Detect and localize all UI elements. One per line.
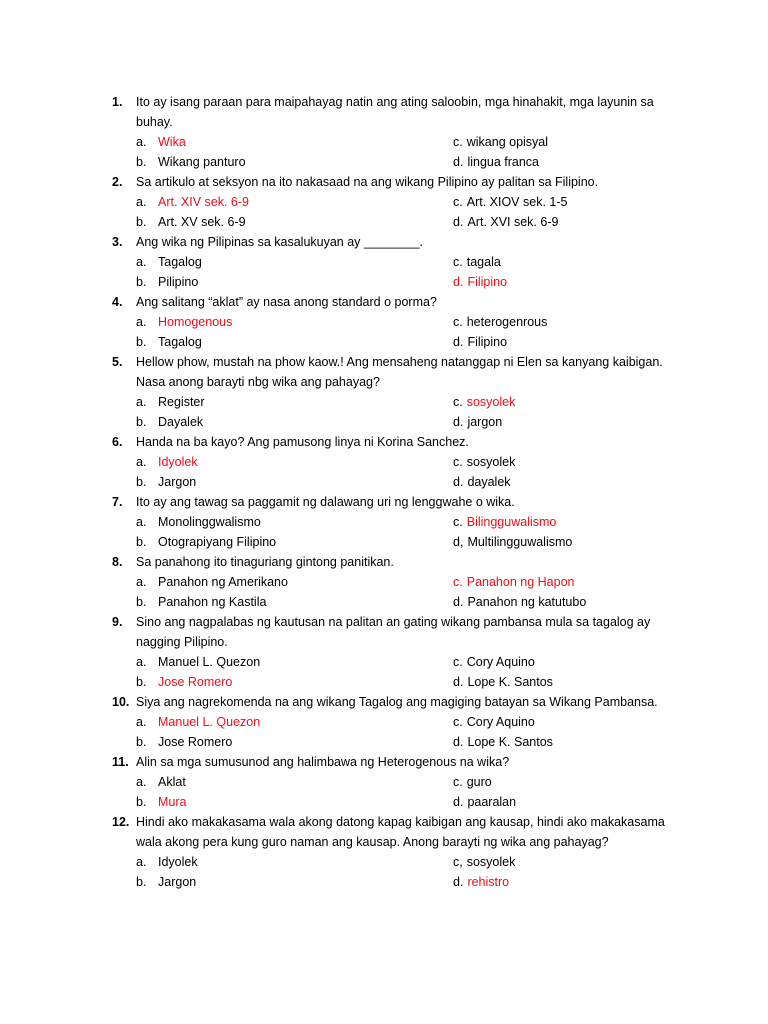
- question-item: [112, 492, 682, 552]
- question-item: [112, 92, 682, 172]
- option-text: sosyolek: [466, 855, 516, 869]
- answer-option: [112, 712, 453, 732]
- option-letter: d.: [453, 215, 464, 229]
- option-letter: c.: [453, 655, 463, 669]
- answer-option: [453, 212, 682, 232]
- question-item: [112, 812, 682, 892]
- correct-answer-text: Jose Romero: [158, 675, 233, 689]
- option-row: [112, 412, 682, 432]
- answer-option: [112, 772, 453, 792]
- option-letter: c.: [453, 255, 463, 269]
- option-letter: b.: [136, 675, 147, 689]
- question-item: [112, 172, 682, 232]
- option-text: Panahon ng Amerikano: [158, 575, 288, 589]
- option-row: [112, 452, 682, 472]
- correct-answer-text: Homogenous: [158, 315, 233, 329]
- answer-option: [453, 452, 682, 472]
- question-number: 10.: [112, 695, 130, 709]
- option-text: Cory Aquino: [466, 715, 535, 729]
- option-letter: c.: [453, 195, 463, 209]
- question-item: [112, 432, 682, 492]
- answer-option: [112, 532, 453, 552]
- option-letter: b.: [136, 335, 147, 349]
- answer-option: [453, 772, 682, 792]
- option-row: [112, 672, 682, 692]
- answer-option: [112, 872, 453, 892]
- option-row: [112, 332, 682, 352]
- answer-option: [453, 412, 682, 432]
- question-line: [112, 552, 682, 572]
- option-row: [112, 152, 682, 172]
- option-row: [112, 872, 682, 892]
- question-line: [112, 232, 682, 252]
- option-letter: c.: [453, 515, 463, 529]
- correct-answer-text: rehistro: [467, 875, 510, 889]
- question-number: 4.: [112, 295, 123, 309]
- correct-answer-text: Panahon ng Hapon: [466, 575, 575, 589]
- answer-option: [453, 192, 682, 212]
- option-row: [112, 852, 682, 872]
- option-letter: a.: [136, 515, 147, 529]
- answer-option: [112, 312, 453, 332]
- option-letter: a.: [136, 395, 147, 409]
- option-letter: b.: [136, 595, 147, 609]
- option-text: Jargon: [158, 475, 197, 489]
- question-number: 11.: [112, 755, 129, 769]
- option-text: jargon: [467, 415, 503, 429]
- option-letter: d.: [453, 735, 464, 749]
- option-text: Idyolek: [158, 855, 198, 869]
- option-text: Cory Aquino: [466, 655, 535, 669]
- question-text: Hindi ako makakasama wala akong datong kapag kaibigan ang kausap, hindi ako makakasama wala akong pera kung guro naman ang kausap. Anong barayti ng wika ang pahayag?: [136, 815, 665, 849]
- option-row: [112, 212, 682, 232]
- option-text: Filipino: [467, 335, 508, 349]
- option-letter: c,: [453, 855, 463, 869]
- correct-answer-text: Wika: [158, 135, 186, 149]
- option-text: Tagalog: [158, 335, 202, 349]
- option-text: Manuel L. Quezon: [158, 655, 261, 669]
- question-line: [112, 612, 682, 652]
- question-line: [112, 92, 682, 132]
- option-letter: a.: [136, 855, 147, 869]
- option-letter: d.: [453, 275, 464, 289]
- option-row: [112, 652, 682, 672]
- option-letter: b.: [136, 475, 147, 489]
- question-number: 6.: [112, 435, 123, 449]
- answer-option: [112, 732, 453, 752]
- option-letter: a.: [136, 655, 147, 669]
- question-item: [112, 292, 682, 352]
- question-item: [112, 232, 682, 292]
- question-text: Sa artikulo at seksyon na ito nakasaad na ang wikang Pilipino ay palitan sa Filipino.: [136, 175, 599, 189]
- answer-option: [453, 532, 682, 552]
- question-line: [112, 352, 682, 392]
- question-line: [112, 812, 682, 852]
- answer-option: [453, 132, 682, 152]
- option-letter: d.: [453, 795, 464, 809]
- correct-answer-text: Bilingguwalismo: [466, 515, 557, 529]
- option-letter: d.: [453, 415, 464, 429]
- question-item: [112, 612, 682, 692]
- question-number: 12.: [112, 815, 130, 829]
- option-text: Tagalog: [158, 255, 202, 269]
- question-text: Sino ang nagpalabas ng kautusan na palitan an gating wikang pambansa mula sa tagalog ay nagging Pilipino.: [136, 615, 651, 649]
- answer-option: [112, 672, 453, 692]
- option-text: Dayalek: [158, 415, 204, 429]
- answer-option: [453, 272, 682, 292]
- answer-option: [453, 152, 682, 172]
- answer-option: [453, 472, 682, 492]
- answer-option: [453, 792, 682, 812]
- answer-option: [112, 792, 453, 812]
- question-line: [112, 432, 682, 452]
- correct-answer-text: Art. XIV sek. 6-9: [158, 195, 250, 209]
- answer-option: [112, 472, 453, 492]
- question-list: [112, 92, 682, 892]
- question-line: [112, 492, 682, 512]
- option-row: [112, 472, 682, 492]
- answer-option: [453, 252, 682, 272]
- option-text: Lope K. Santos: [467, 675, 553, 689]
- correct-answer-text: Idyolek: [158, 455, 198, 469]
- answer-option: [453, 872, 682, 892]
- option-row: [112, 312, 682, 332]
- option-text: wikang opisyal: [466, 135, 549, 149]
- question-line: [112, 692, 682, 712]
- option-text: Monolinggwalismo: [158, 515, 261, 529]
- question-line: [112, 292, 682, 312]
- question-text: Ang salitang “aklat” ay nasa anong standard o porma?: [136, 295, 437, 309]
- correct-answer-text: Mura: [158, 795, 187, 809]
- option-letter: a.: [136, 575, 147, 589]
- option-letter: b.: [136, 795, 147, 809]
- answer-option: [112, 852, 453, 872]
- correct-answer-text: sosyolek: [466, 395, 516, 409]
- option-text: Jose Romero: [158, 735, 233, 749]
- option-letter: b.: [136, 215, 147, 229]
- option-text: Multilingguwalismo: [467, 535, 573, 549]
- answer-option: [112, 412, 453, 432]
- option-letter: c.: [453, 715, 463, 729]
- question-text: Alin sa mga sumusunod ang halimbawa ng Heterogenous na wika?: [136, 755, 510, 769]
- option-letter: c.: [453, 135, 463, 149]
- option-text: Art. XVI sek. 6-9: [467, 215, 559, 229]
- answer-option: [453, 852, 682, 872]
- question-text: Ito ay isang paraan para maipahayag natin ang ating saloobin, mga hinahakit, mga layunin sa buhay.: [136, 95, 654, 129]
- option-row: [112, 792, 682, 812]
- option-letter: a.: [136, 715, 147, 729]
- option-row: [112, 392, 682, 412]
- option-letter: d.: [453, 335, 464, 349]
- option-letter: a.: [136, 135, 147, 149]
- option-letter: a.: [136, 315, 147, 329]
- option-letter: d.: [453, 155, 464, 169]
- option-text: paaralan: [467, 795, 517, 809]
- option-text: Art. XV sek. 6-9: [158, 215, 246, 229]
- option-row: [112, 532, 682, 552]
- answer-option: [453, 332, 682, 352]
- option-letter: c.: [453, 455, 463, 469]
- option-letter: c.: [453, 315, 463, 329]
- option-text: Jargon: [158, 875, 197, 889]
- answer-option: [112, 452, 453, 472]
- option-text: dayalek: [467, 475, 511, 489]
- answer-option: [112, 512, 453, 532]
- option-text: Art. XIOV sek. 1-5: [466, 195, 568, 209]
- option-letter: b.: [136, 535, 147, 549]
- option-letter: b.: [136, 735, 147, 749]
- question-number: 9.: [112, 615, 123, 629]
- correct-answer-text: Manuel L. Quezon: [158, 715, 261, 729]
- option-row: [112, 512, 682, 532]
- answer-option: [453, 652, 682, 672]
- option-row: [112, 272, 682, 292]
- question-text: Ang wika ng Pilipinas sa kasalukuyan ay ________.: [136, 235, 423, 249]
- option-text: tagala: [466, 255, 501, 269]
- option-text: Aklat: [158, 775, 186, 789]
- option-row: [112, 772, 682, 792]
- option-row: [112, 732, 682, 752]
- question-text: Handa na ba kayo? Ang pamusong linya ni Korina Sanchez.: [136, 435, 469, 449]
- option-letter: b.: [136, 275, 147, 289]
- option-letter: b.: [136, 155, 147, 169]
- option-letter: a.: [136, 455, 147, 469]
- question-line: [112, 752, 682, 772]
- answer-option: [112, 212, 453, 232]
- option-text: Panahon ng Kastila: [158, 595, 267, 609]
- answer-option: [112, 132, 453, 152]
- option-letter: c.: [453, 395, 463, 409]
- answer-option: [112, 592, 453, 612]
- option-letter: d,: [453, 535, 464, 549]
- question-item: [112, 552, 682, 612]
- option-text: Register: [158, 395, 205, 409]
- option-text: Panahon ng katutubo: [467, 595, 587, 609]
- question-item: [112, 352, 682, 432]
- answer-option: [112, 192, 453, 212]
- question-text: Ito ay ang tawag sa paggamit ng dalawang uri ng lenggwahe o wika.: [136, 495, 515, 509]
- question-number: 3.: [112, 235, 123, 249]
- option-letter: a.: [136, 775, 147, 789]
- answer-option: [453, 672, 682, 692]
- option-text: heterogenrous: [466, 315, 548, 329]
- answer-option: [453, 572, 682, 592]
- question-number: 2.: [112, 175, 123, 189]
- correct-answer-text: Filipino: [467, 275, 508, 289]
- question-item: [112, 692, 682, 752]
- option-letter: d.: [453, 675, 464, 689]
- option-letter: b.: [136, 415, 147, 429]
- option-letter: a.: [136, 255, 147, 269]
- answer-option: [112, 152, 453, 172]
- option-row: [112, 192, 682, 212]
- option-text: Lope K. Santos: [467, 735, 553, 749]
- question-number: 1.: [112, 95, 123, 109]
- answer-option: [112, 652, 453, 672]
- answer-option: [453, 512, 682, 532]
- option-letter: d.: [453, 595, 464, 609]
- option-letter: a.: [136, 195, 147, 209]
- answer-option: [112, 392, 453, 412]
- question-line: [112, 172, 682, 192]
- option-row: [112, 132, 682, 152]
- option-letter: c.: [453, 575, 463, 589]
- option-text: Wikang panturo: [158, 155, 246, 169]
- answer-option: [453, 732, 682, 752]
- question-item: [112, 752, 682, 812]
- option-letter: d.: [453, 475, 464, 489]
- answer-option: [453, 592, 682, 612]
- question-number: 7.: [112, 495, 123, 509]
- option-row: [112, 712, 682, 732]
- answer-option: [112, 252, 453, 272]
- option-text: lingua franca: [467, 155, 540, 169]
- answer-option: [112, 332, 453, 352]
- option-text: Pilipino: [158, 275, 199, 289]
- option-text: Otograpiyang Filipino: [158, 535, 277, 549]
- question-number: 5.: [112, 355, 123, 369]
- answer-option: [112, 272, 453, 292]
- question-number: 8.: [112, 555, 123, 569]
- option-row: [112, 572, 682, 592]
- question-text: Hellow phow, mustah na phow kaow.! Ang mensaheng natanggap ni Elen sa kanyang kaibigan. Nasa anong barayti nbg wika ang pahayag?: [136, 355, 663, 389]
- option-row: [112, 252, 682, 272]
- option-letter: c.: [453, 775, 463, 789]
- question-text: Siya ang nagrekomenda na ang wikang Tagalog ang magiging batayan sa Wikang Pambansa.: [136, 695, 658, 709]
- option-row: [112, 592, 682, 612]
- answer-option: [453, 392, 682, 412]
- option-text: guro: [466, 775, 492, 789]
- question-text: Sa panahong ito tinaguriang gintong panitikan.: [136, 555, 394, 569]
- option-text: sosyolek: [466, 455, 516, 469]
- answer-option: [453, 712, 682, 732]
- option-letter: b.: [136, 875, 147, 889]
- answer-option: [112, 572, 453, 592]
- answer-option: [453, 312, 682, 332]
- option-letter: d.: [453, 875, 464, 889]
